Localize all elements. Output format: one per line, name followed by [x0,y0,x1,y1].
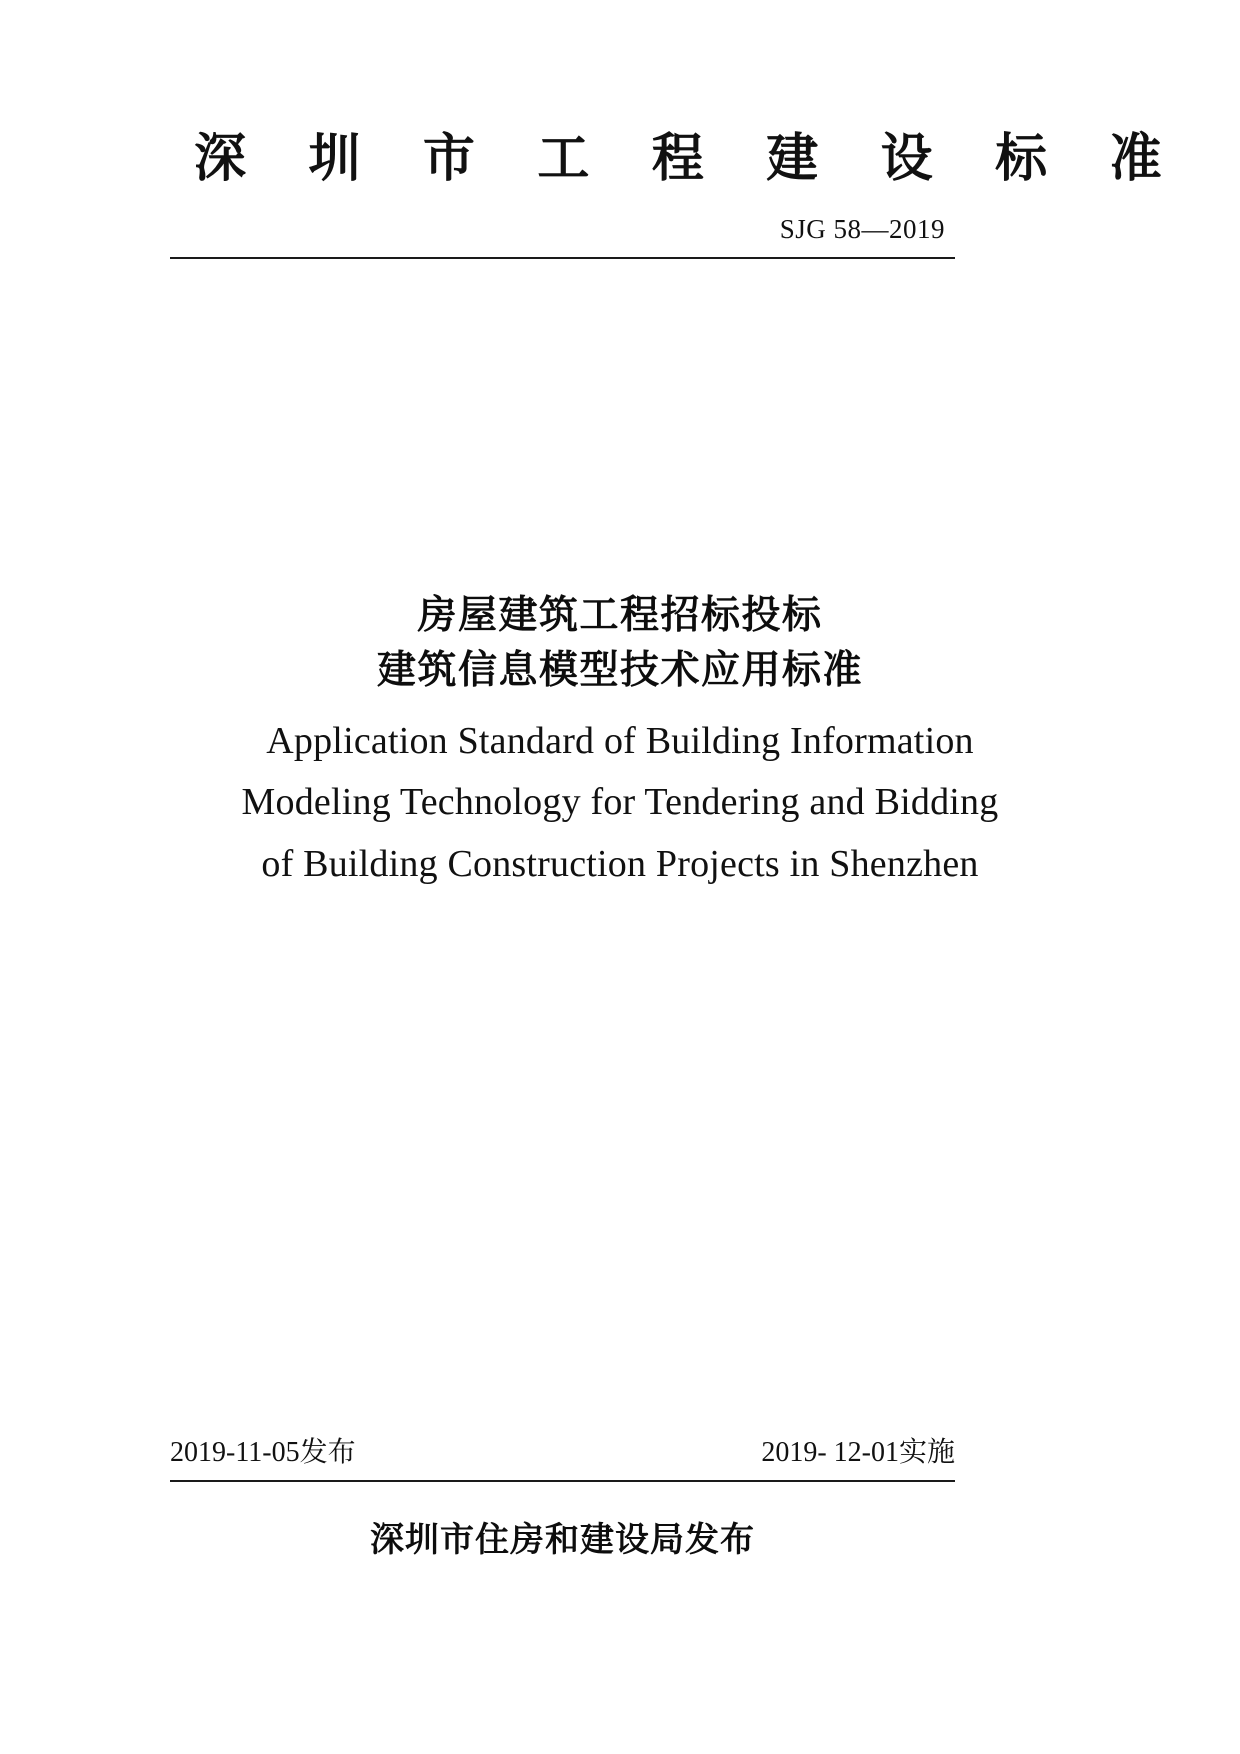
chinese-title-line-1: 房屋建筑工程招标投标 [417,594,823,637]
english-title-line-3: of Building Construction Projects in Shenzhen [261,842,979,885]
publisher-name: 深圳市住房和建设局发布 [370,1521,755,1559]
english-title-line-2: Modeling Technology for Tendering and Bidding [241,781,999,824]
series-title: 深 圳 市 工 程 建 设 标 准 [194,130,1186,188]
header-block [170,130,1186,259]
footer-block [170,1430,955,1561]
header-divider [170,257,955,259]
english-title-line-1: Application Standard of Building Information [266,719,974,762]
chinese-title-line-2: 建筑信息模型技术应用标准 [376,649,863,693]
date-row [170,1430,955,1470]
standard-number: SJG 58—2019 [779,214,945,245]
issue-date: 2019-11-05发布 [170,1437,356,1468]
effective-date: 2019- 12-01实施 [761,1437,955,1468]
english-title-block [0,711,1240,896]
footer-divider [170,1480,955,1482]
title-block [0,588,1240,895]
